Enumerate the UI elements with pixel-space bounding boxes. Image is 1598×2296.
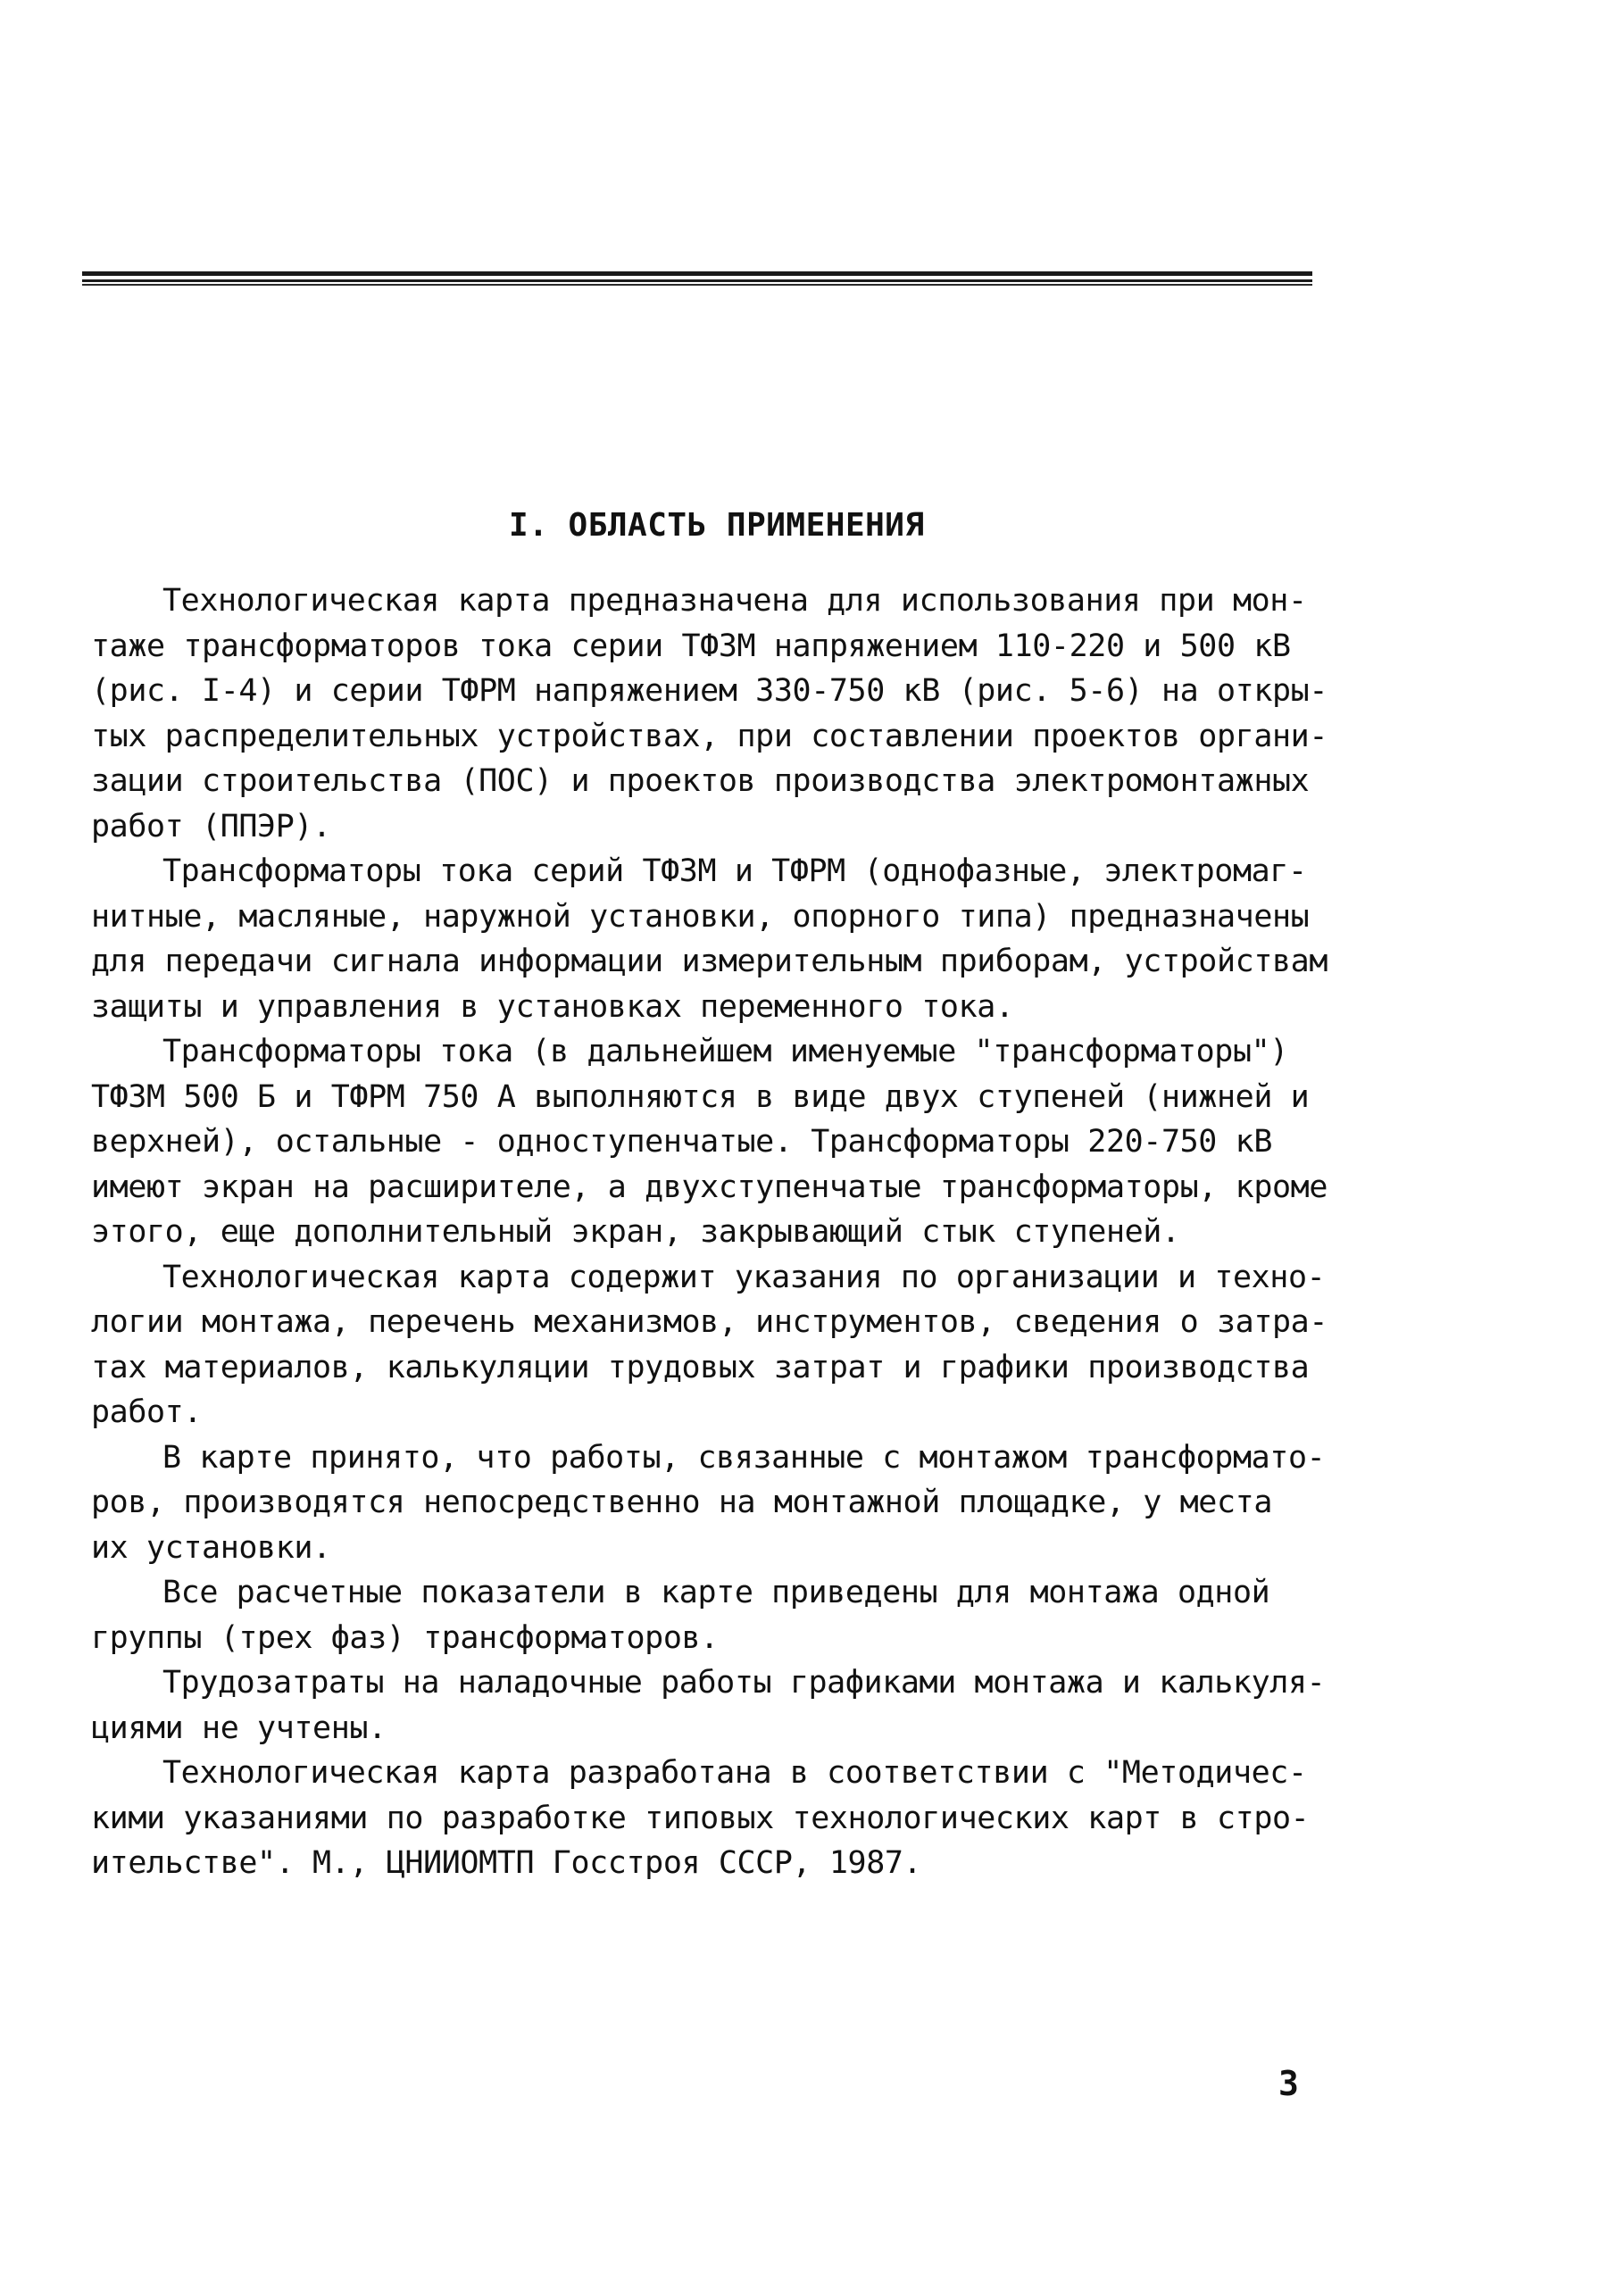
paragraph-first-line: Технологическая карта предназначена для использования при мон-: [162, 583, 1307, 619]
paragraph-line: работ.: [91, 1394, 203, 1430]
paragraph-first-line: Все расчетные показатели в карте приведены для монтажа одной: [162, 1575, 1270, 1610]
paragraph-first-line: Технологическая карта разработана в соответствии с "Методичес-: [162, 1755, 1307, 1791]
paragraph-first-line: Трудозатраты на наладочные работы графиками монтажа и калькуля-: [162, 1665, 1326, 1701]
paragraph-line: их установки.: [91, 1529, 331, 1566]
paragraph-line: циями не учтены.: [91, 1710, 387, 1746]
page-number: 3: [1278, 2064, 1299, 2103]
paragraph-line: тых распределительных устройствах, при составлении проектов органи-: [91, 718, 1328, 754]
paragraph-line: (рис. I-4) и серии ТФРМ напряжением 330-750 кВ (рис. 5-6) на откры-: [91, 673, 1328, 709]
paragraph-line: тах материалов, калькуляции трудовых затрат и графики производства: [91, 1349, 1310, 1385]
paragraph-first-line: Технологическая карта содержит указания по организации и техно-: [162, 1259, 1326, 1295]
paragraph-line: работ (ППЭР).: [91, 808, 331, 844]
top-rule: [82, 268, 1312, 287]
paragraph-line: этого, еще дополнительный экран, закрывающий стык ступеней.: [91, 1214, 1180, 1250]
paragraph-line: ров, производятся непосредственно на монтажной площадке, у места: [91, 1485, 1272, 1520]
paragraph-line: нитные, масляные, наружной установки, опорного типа) предназначены: [91, 898, 1310, 935]
paragraph-line: для передачи сигнала информации измерительным приборам, устройствам: [91, 944, 1328, 979]
paragraph-first-line: В карте принято, что работы, связанные с монтажом трансформато-: [162, 1439, 1326, 1476]
paragraph-line: ительстве". М., ЦНИИОМТП Госстроя СССР, 1987.: [91, 1845, 922, 1881]
rule-line-mid: [82, 279, 1312, 282]
paragraph-line: защиты и управления в установках переменного тока.: [91, 988, 1014, 1025]
paragraph-line: ТФЗМ 500 Б и ТФРМ 750 А выполняются в виде двух ступеней (нижней и: [91, 1078, 1310, 1115]
paragraph-line: верхней), остальные - одноступенчатые. Трансформаторы 220-750 кВ: [91, 1124, 1272, 1160]
paragraph-line: кими указаниями по разработке типовых технологических карт в стро-: [91, 1800, 1310, 1836]
body-text: [91, 578, 1330, 1886]
paragraph-line: имеют экран на расширителе, а двухступенчатые трансформаторы, кроме: [91, 1169, 1328, 1205]
paragraph-line: зации строительства (ПОС) и проектов производства электромонтажных: [91, 763, 1310, 799]
paragraph-line: логии монтажа, перечень механизмов, инструментов, сведения о затра-: [91, 1304, 1328, 1340]
rule-line-thick: [82, 271, 1312, 276]
paragraph-line: группы (трех фаз) трансформаторов.: [91, 1619, 719, 1656]
section-heading: I. ОБЛАСТЬ ПРИМЕНЕНИЯ: [509, 507, 925, 544]
paragraph-first-line: Трансформаторы тока (в дальнейшем именуемые "трансформаторы"): [162, 1034, 1288, 1069]
paragraph-first-line: Трансформаторы тока серий ТФЗМ и ТФРМ (однофазные, электромаг-: [162, 853, 1307, 889]
rule-line-thin: [82, 284, 1312, 286]
paragraph-line: таже трансформаторов тока серии ТФЗМ напряжением 110-220 и 500 кВ: [91, 628, 1291, 664]
